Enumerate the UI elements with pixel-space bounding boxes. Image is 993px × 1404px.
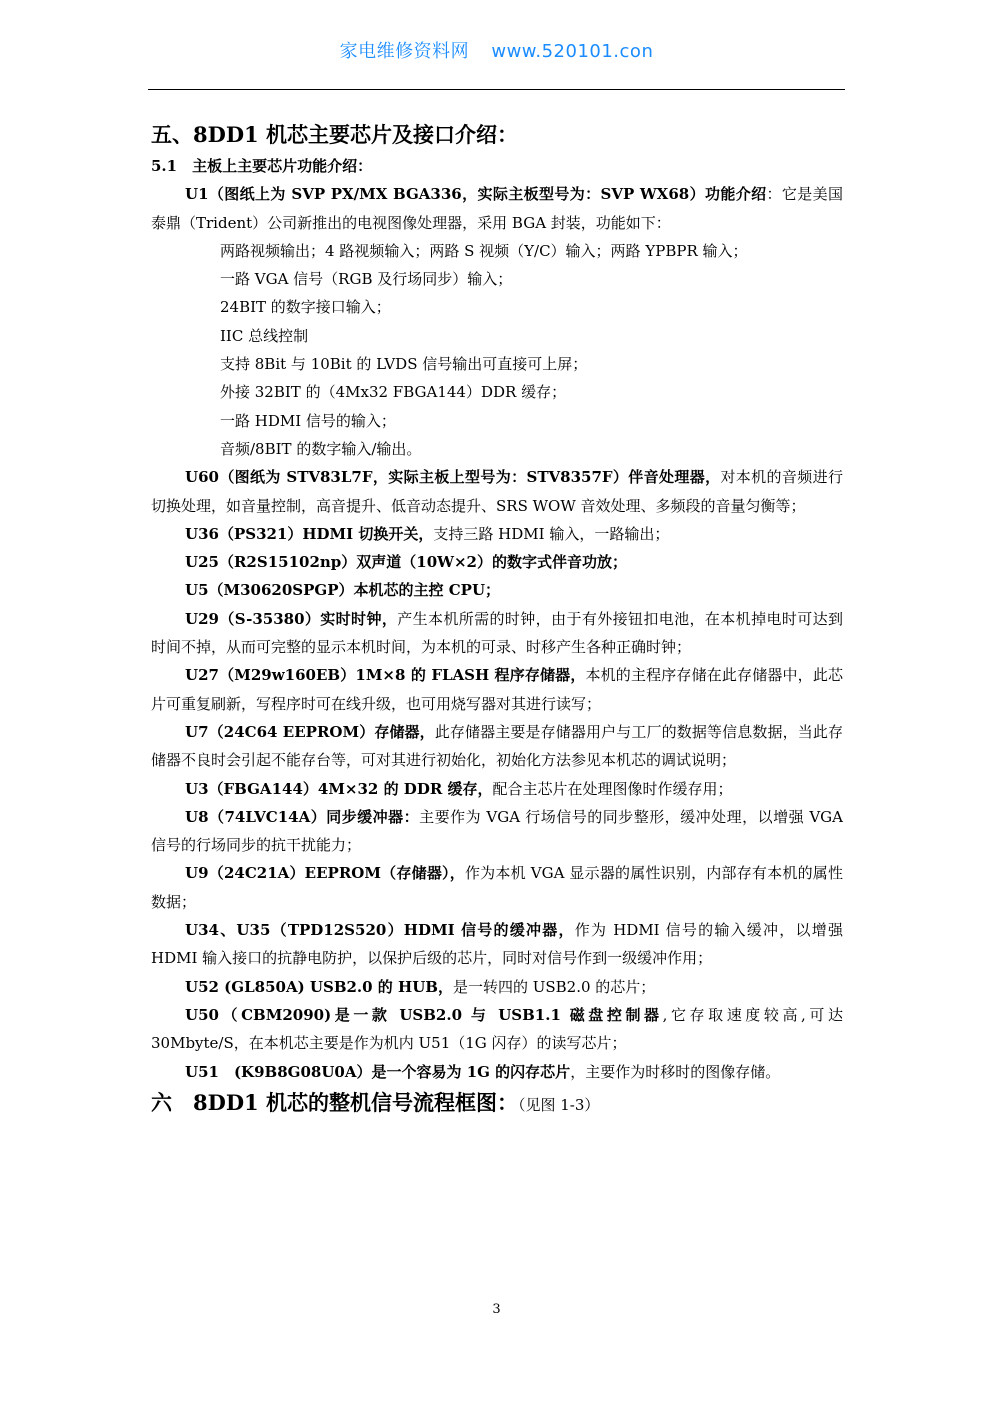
chip-lead: U27（M29w160EB）1M×8 的 FLASH 程序存储器， [185,666,586,685]
chip-text: 配合主芯片在处理图像时作缓存用； [492,779,733,798]
chip-paragraph [151,859,843,916]
u1-text: ：它是美国泰鼎（Trident）公司新推出的电视图像处理器，采用 BGA 封装，功能如下： [151,185,843,232]
document-body [151,118,843,1122]
u1-feature-item: 外接 32BIT 的（4Mx32 FBGA144）DDR 缓存； [220,383,567,402]
chip-lead: U51 (K9B8G08U0A）是一个容易为 1G 的闪存芯片 [185,1062,571,1081]
chip-paragraph [151,803,843,860]
page-number: 3 [492,1302,501,1317]
section-5-title: 五、8DD1 机芯主要芯片及接口介绍： [151,122,518,147]
chip-text: 作为本机 VGA 显示器的属性识别，内部存有本机的属性数据； [151,864,843,911]
chip-text: 产生本机所需的时钟，由于有外接钮扣电池，在本机掉电时可达到时间不掉，从而可完整的显示本机时间，为本机的可录、时移产生各种正确时钟； [151,609,843,657]
site-name: 家电维修资料网 [339,41,470,62]
u1-feature-item: 支持 8Bit 与 10Bit 的 LVDS 信号输出可直接可上屏； [220,355,588,374]
chip-lead: U8（74LVC14A）同步缓冲器： [185,807,420,826]
chip-paragraph [151,576,843,604]
u1-paragraph [151,180,843,237]
section-6-title [151,1086,843,1122]
chip-paragraph [151,661,843,718]
section-6-heading: 六 8DD1 机芯的整机信号流程框图： [151,1089,518,1115]
chip-paragraph [151,605,843,662]
chip-paragraph [151,775,843,803]
chip-text: 此存储器主要是存储器用户与工厂的数据等信息数据，当此存储器不良时会引起不能存台等，可对其进行初始化，初始化方法参见本机芯的调试说明； [151,722,843,770]
chip-paragraph [151,520,843,548]
u1-feature-item: 音频/8BIT 的数字输入/输出。 [220,439,422,458]
u1-lead: U1（图纸上为 SVP PX/MX BGA336，实际主板型号为：SVP WX68）功能介绍 [185,185,767,204]
u1-feature-item: 一路 VGA 信号（RGB 及行场同步）输入； [220,270,513,289]
site-url[interactable]: www.520101.con [491,41,654,62]
chip-text: 是一转四的 USB2.0 的芯片； [452,977,656,996]
chip-lead: U7（24C64 EEPROM）存储器， [185,722,435,741]
chip-lead: U25（R2S15102np）双声道（10W×2）的数字式伴音功放； [185,553,627,572]
page-header [0,37,993,63]
section-6-note: （见图 1-3） [517,1095,600,1114]
chip-text: 主要作为 VGA 行场信号的同步整形，缓冲处理，以增强 VGA 信号的行场同步的抗干扰能力； [151,807,844,855]
chip-lead: U52 (GL850A) USB2.0 的 HUB， [185,977,453,996]
u1-feature-item: 24BIT 的数字接口输入； [220,298,391,317]
chip-text: 支持三路 HDMI 输入，一路输出； [433,524,670,543]
chip-paragraph [151,973,843,1001]
u1-feature-item: 一路 HDMI 信号的输入； [220,411,396,430]
chip-list [151,463,843,1086]
chip-lead: U60（图纸为 STV83L7F，实际主板上型号为：STV8357F）伴音处理器， [185,468,721,487]
chip-paragraph [151,1058,843,1086]
chip-lead: U5（M30620SPGP）本机芯的主控 CPU； [185,581,501,600]
chip-lead: U3（FBGA144）4M×32 的 DDR 缓存， [185,779,493,798]
chip-text: 对本机的音频进行切换处理，如音量控制，高音提升、低音动态提升、SRS WOW 音效处理、多频段的音量匀衡等； [151,468,843,515]
chip-paragraph [151,718,843,775]
u1-feature-item: IIC 总线控制 [220,326,309,345]
chip-lead: U50（CBM2090)是一款 USB2.0 与 USB1.1 磁盘控制器 [185,1005,663,1024]
chip-paragraph [151,548,843,576]
chip-text: 作为 HDMI 信号的输入缓冲，以增强 HDMI 输入接口的抗静电防护，以保护后级的芯片，同时对信号作到一级缓冲作用； [151,921,843,968]
section-5-1-title: 5.1 主板上主要芯片功能介绍： [151,157,373,175]
chip-paragraph [151,916,843,973]
chip-text: ，主要作为时移时的图像存储。 [570,1062,781,1081]
chip-text: 本机的主程序存储在此存储器中，此芯片可重复刷新，写程序时可在线升级，也可用烧写器对其进行读写； [151,666,843,713]
chip-lead: U9（24C21A）EEPROM（存储器）， [185,864,465,883]
u1-feature-item: 两路视频输出；4 路视频输入；两路 S 视频（Y/C）输入；两路 YPBPR 输入； [220,241,748,260]
chip-lead: U36（PS321）HDMI 切换开关， [185,524,434,543]
chip-text: ,它存取速度较高,可达 30Mbyte/S，在本机芯主要是作为机内 U51（1G 闪存）的读写芯片； [151,1005,843,1053]
chip-paragraph [151,463,843,520]
u1-feature-list [151,237,843,463]
chip-paragraph [151,1001,843,1058]
chip-lead: U34、U35（TPD12S520）HDMI 信号的缓冲器， [185,921,575,940]
header-rule [148,89,845,90]
chip-lead: U29（S-35380）实时时钟， [185,609,398,628]
